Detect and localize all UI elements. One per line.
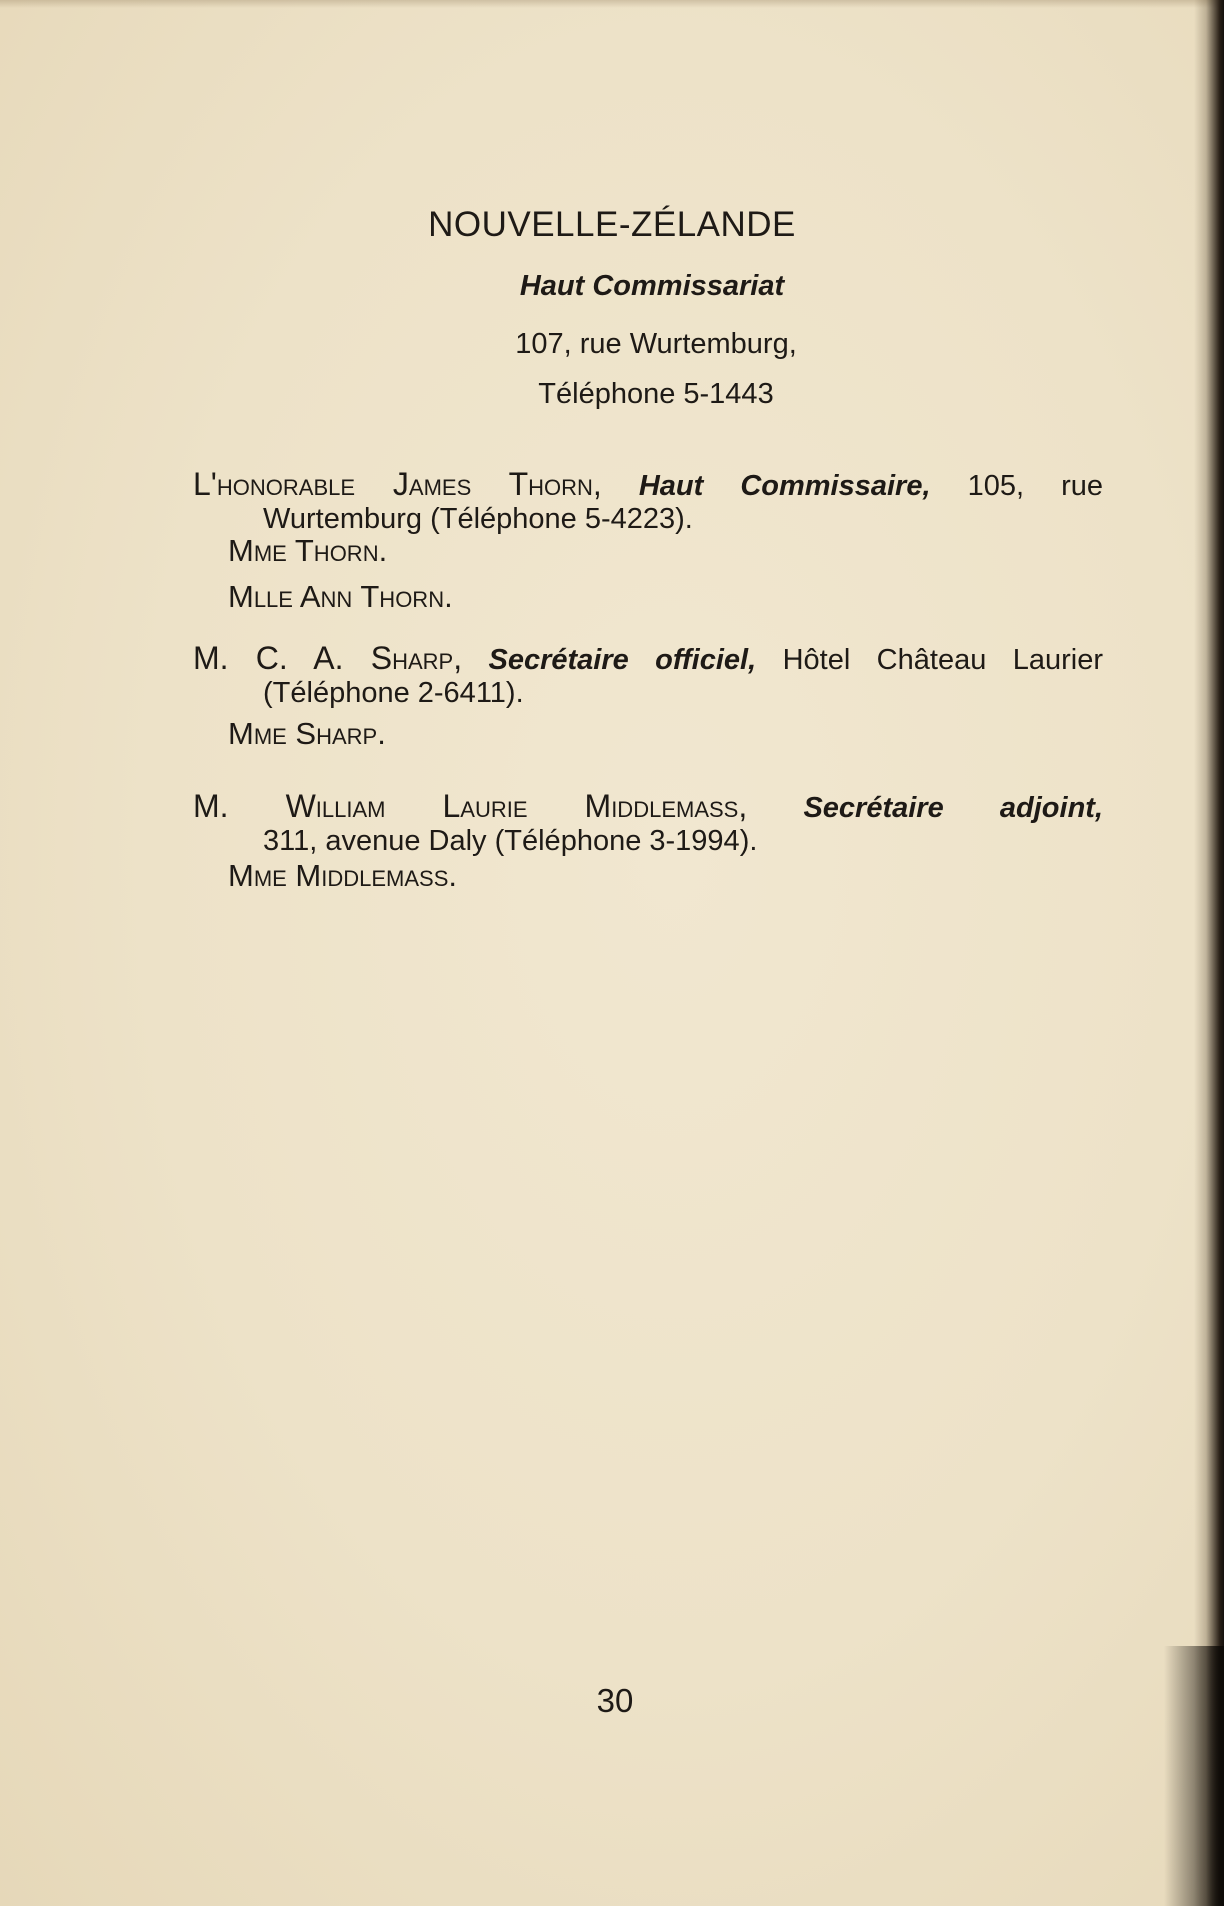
staff-name: M. William Laurie Middlemass, (193, 788, 748, 824)
staff-name: L'honorable James Thorn, (193, 466, 602, 502)
page-number: 30 (596, 1682, 634, 1719)
family-member: Mme Middlemass. (228, 858, 458, 893)
office-address: 107, rue Wurtemburg, (515, 328, 797, 360)
country-heading: NOUVELLE-ZÉLANDE (428, 205, 796, 244)
office-phone: Téléphone 5-1443 (538, 378, 774, 410)
staff-address: (Téléphone 2-6411). (263, 677, 524, 709)
staff-address-start: Hôtel Château Laurier (782, 644, 1103, 676)
staff-entry (193, 790, 1103, 858)
page-top-shadow (0, 0, 1224, 8)
family-member: Mme Sharp. (228, 716, 386, 751)
staff-entry (193, 642, 1103, 710)
staff-entry (193, 468, 1103, 536)
staff-address: Wurtemburg (Téléphone 5-4223). (263, 503, 693, 535)
staff-title: Haut Commissaire, (638, 470, 931, 502)
staff-entry-line1 (193, 642, 1103, 677)
family-member: Mlle Ann Thorn. (228, 579, 453, 614)
staff-entry-line1 (193, 468, 1103, 503)
staff-name: M. C. A. Sharp, (193, 640, 463, 676)
staff-title: Secrétaire officiel, (488, 644, 757, 676)
staff-title: Secrétaire adjoint, (803, 792, 1104, 824)
family-member: Mme Thorn. (228, 533, 388, 568)
staff-entry-line1 (193, 790, 1103, 825)
staff-address-start: 105, rue (967, 470, 1103, 502)
office-title: Haut Commissariat (519, 270, 785, 302)
staff-address: 311, avenue Daly (Téléphone 3-1994). (263, 825, 758, 857)
